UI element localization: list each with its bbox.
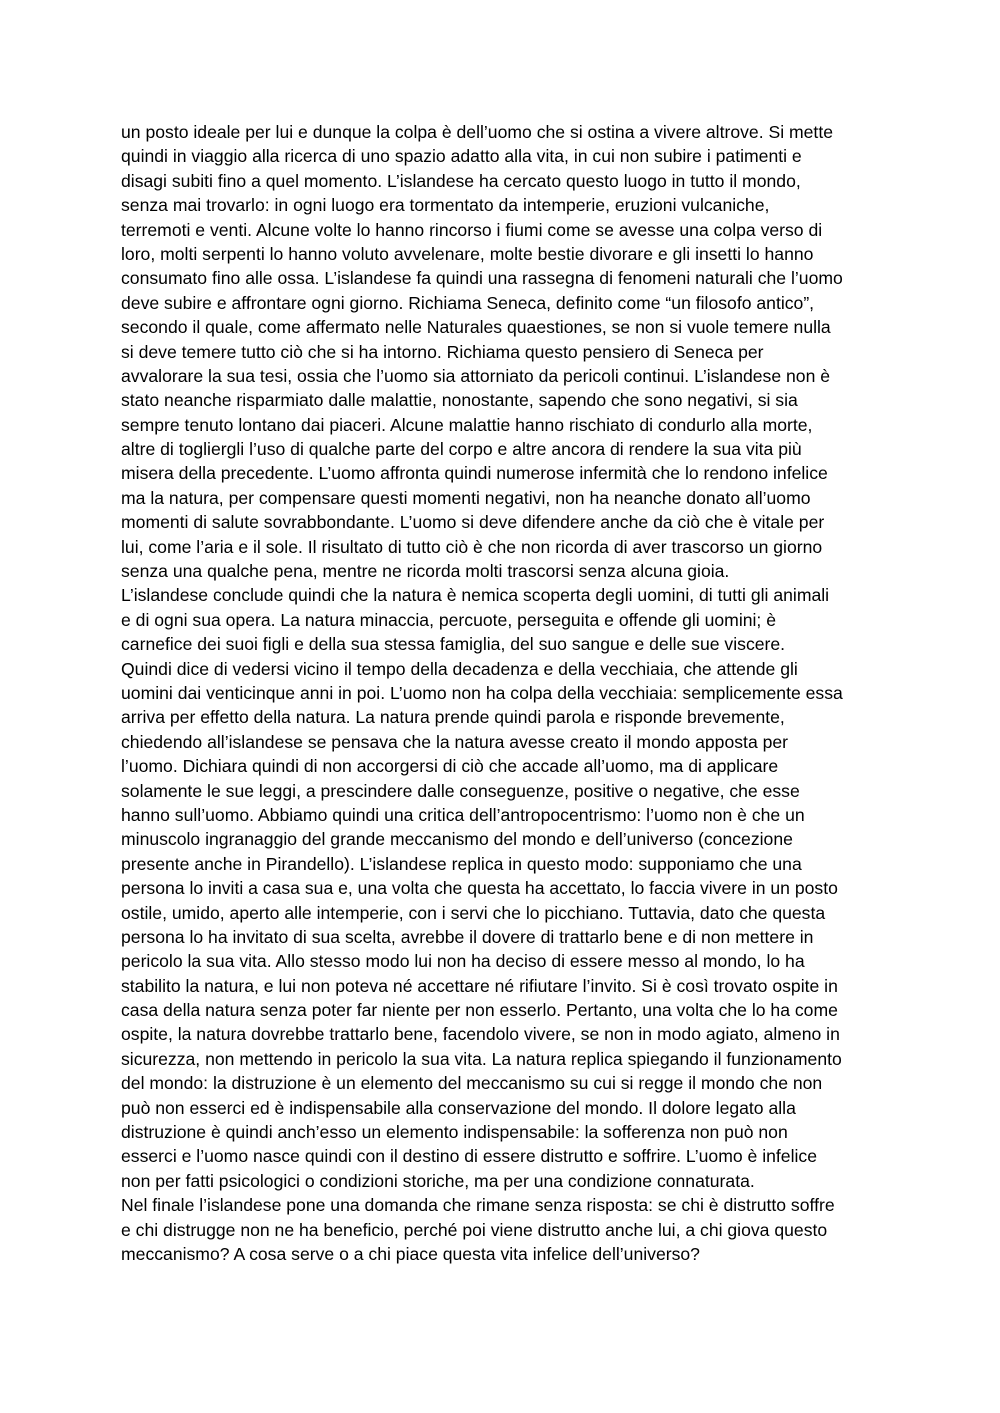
text-line: momenti di salute sovrabbondante. L’uomo si deve difendere anche da ciò che è vitale per bbox=[121, 512, 825, 533]
text-line: solamente le sue leggi, a prescindere dalle conseguenze, positive o negative, che esse bbox=[121, 780, 800, 801]
text-line: casa della natura senza poter far niente per non esserlo. Pertanto, una volta che lo ha come bbox=[121, 1000, 838, 1021]
text-line: terremoti e venti. Alcune volte lo hanno rincorso i fiumi come se avesse una colpa verso di bbox=[121, 219, 823, 240]
text-line: consumato fino alle ossa. L’islandese fa quindi una rassegna di fenomeni naturali che l’uomo bbox=[121, 268, 843, 289]
text-line: loro, molti serpenti lo hanno voluto avvelenare, molte bestie divorare e gli insetti lo hanno bbox=[121, 243, 814, 264]
text-line: hanno sull’uomo. Abbiamo quindi una critica dell’antropocentrismo: l’uomo non è che un bbox=[121, 804, 805, 825]
text-line: stabilito la natura, e lui non poteva né accettare né rifiutare l’invito. Si è così trovato ospite in bbox=[121, 975, 838, 996]
text-line: non per fatti psicologici o condizioni storiche, ma per una condizione connaturata. bbox=[121, 1170, 755, 1191]
text-line: stato neanche risparmiato dalle malattie, nonostante, sapendo che sono negativi, si sia bbox=[121, 390, 798, 411]
text-line: misera della precedente. L’uomo affronta quindi numerose infermità che lo rendono infelice bbox=[121, 463, 828, 484]
text-line: persona lo inviti a casa sua e, una volta che questa ha accettato, lo faccia vivere in un posto bbox=[121, 878, 838, 899]
text-line: esserci e l’uomo nasce quindi con il destino di essere distrutto e soffrire. L’uomo è infelice bbox=[121, 1146, 817, 1167]
body-text bbox=[121, 120, 901, 1266]
text-line: carnefice dei suoi figli e della sua stessa famiglia, del suo sangue e delle sue viscere. bbox=[121, 634, 786, 655]
text-line: può non esserci ed è indispensabile alla conservazione del mondo. Il dolore legato alla bbox=[121, 1097, 796, 1118]
text-line: presente anche in Pirandello). L’islandese replica in questo modo: supponiamo che una bbox=[121, 853, 802, 874]
text-line: distruzione è quindi anch’esso un elemento indispensabile: la sofferenza non può non bbox=[121, 1122, 788, 1143]
text-line: quindi in viaggio alla ricerca di uno spazio adatto alla vita, in cui non subire i patimenti e bbox=[121, 146, 802, 167]
text-line: altre di togliergli l’uso di qualche parte del corpo e altre ancora di rendere la sua vita più bbox=[121, 439, 802, 460]
text-line: avvalorare la sua tesi, ossia che l’uomo sia attorniato da pericoli continui. L’islandese non è bbox=[121, 365, 831, 386]
text-line: si deve temere tutto ciò che si ha intorno. Richiama questo pensiero di Seneca per bbox=[121, 341, 764, 362]
text-line: pericolo la sua vita. Allo stesso modo lui non ha deciso di essere messo al mondo, lo ha bbox=[121, 951, 805, 972]
text-line: sempre tenuto lontano dai piaceri. Alcune malattie hanno rischiato di condurlo alla morte, bbox=[121, 414, 813, 435]
text-line: un posto ideale per lui e dunque la colpa è dell’uomo che si ostina a vivere altrove. Si mette bbox=[121, 122, 833, 142]
text-line: deve subire e affrontare ogni giorno. Richiama Seneca, definito come “un filosofo antico”, bbox=[121, 292, 815, 313]
text-line: Nel finale l’islandese pone una domanda che rimane senza risposta: se chi è distrutto soffre bbox=[121, 1195, 835, 1216]
text-line: l’uomo. Dichiara quindi di non accorgersi di ciò che accade all’uomo, ma di applicare bbox=[121, 756, 779, 777]
text-line: L’islandese conclude quindi che la natura è nemica scoperta degli uomini, di tutti gli animali bbox=[121, 585, 830, 606]
text-line: lui, come l’aria e il sole. Il risultato di tutto ciò è che non ricorda di aver trascorso un giorno bbox=[121, 536, 823, 557]
text-line: e chi distrugge non ne ha beneficio, perché poi viene distrutto anche lui, a chi giova questo bbox=[121, 1219, 828, 1240]
text-line: persona lo ha invitato di sua scelta, avrebbe il dovere di trattarlo bene e di non mettere in bbox=[121, 926, 814, 947]
text-line: meccanismo? A cosa serve o a chi piace questa vita infelice dell’universo? bbox=[121, 1243, 700, 1264]
text-line: disagi subiti fino a quel momento. L’islandese ha cercato questo luogo in tutto il mondo, bbox=[121, 170, 801, 191]
text-line: secondo il quale, come affermato nelle Naturales quaestiones, se non si vuole temere nulla bbox=[121, 317, 831, 338]
text-line: senza mai trovarlo: in ogni luogo era tormentato da intemperie, eruzioni vulcaniche, bbox=[121, 195, 770, 216]
text-line: arriva per effetto della natura. La natura prende quindi parola e risponde brevemente, bbox=[121, 707, 785, 728]
text-line: ospite, la natura dovrebbe trattarlo bene, facendolo vivere, se non in modo agiato, almeno in bbox=[121, 1024, 840, 1045]
text-line: Quindi dice di vedersi vicino il tempo della decadenza e della vecchiaia, che attende gli bbox=[121, 658, 798, 679]
text-line: ma la natura, per compensare questi momenti negativi, non ha neanche donato all’uomo bbox=[121, 487, 811, 508]
text-line: senza una qualche pena, mentre ne ricorda molti trascorsi senza alcuna gioia. bbox=[121, 561, 730, 582]
text-line: minuscolo ingranaggio del grande meccanismo del mondo e dell’universo (concezione bbox=[121, 829, 793, 850]
text-line: sicurezza, non mettendo in pericolo la sua vita. La natura replica spiegando il funzionamento bbox=[121, 1048, 842, 1069]
text-line: ostile, umido, aperto alle intemperie, con i servi che lo picchiano. Tuttavia, dato che questa bbox=[121, 902, 826, 923]
text-line: e di ogni sua opera. La natura minaccia, percuote, perseguita e offende gli uomini; è bbox=[121, 609, 776, 630]
text-line: uomini dai venticinque anni in poi. L’uomo non ha colpa della vecchiaia: semplicemente essa bbox=[121, 682, 843, 703]
text-line: chiedendo all’islandese se pensava che la natura avesse creato il mondo apposta per bbox=[121, 731, 789, 752]
text-line: del mondo: la distruzione è un elemento del meccanismo su cui si regge il mondo che non bbox=[121, 1073, 823, 1094]
